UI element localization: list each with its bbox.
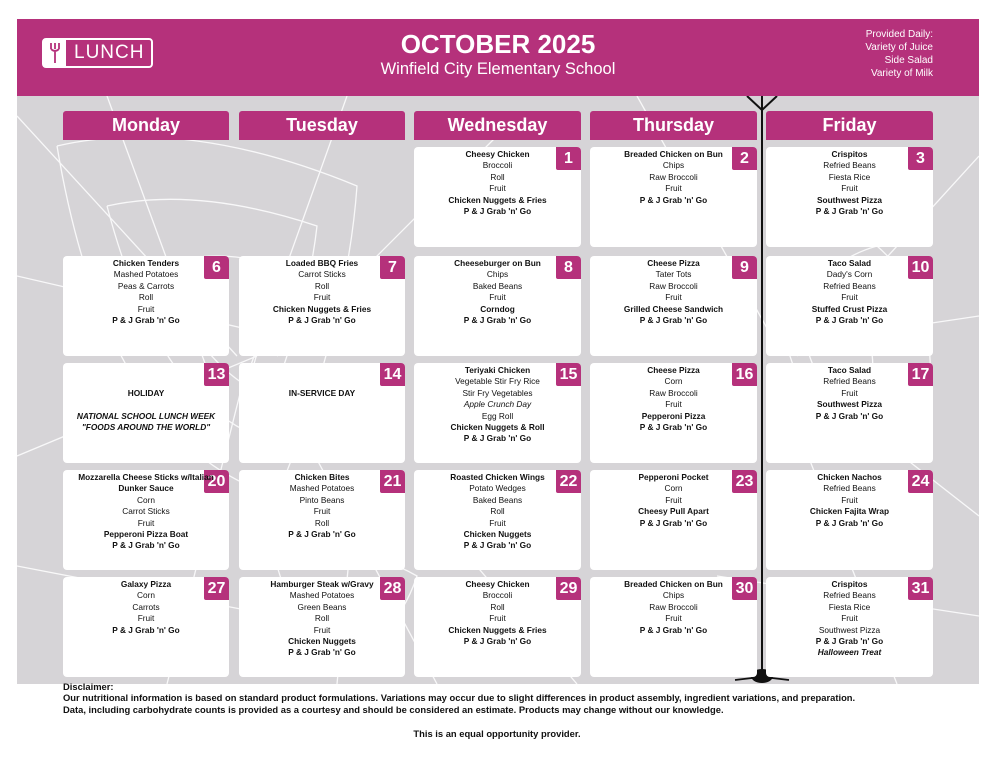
menu-item: P & J Grab 'n' Go — [463, 315, 532, 326]
page-title: OCTOBER 2025 — [400, 29, 596, 59]
menu-items — [590, 258, 757, 326]
day-cell-wednesday — [414, 577, 581, 677]
menu-item: Mashed Potatoes — [113, 269, 179, 280]
menu-item: Roll — [314, 613, 330, 624]
menu-item: NATIONAL SCHOOL LUNCH WEEK — [76, 410, 216, 421]
menu-items — [590, 149, 757, 206]
menu-item: Broccoli — [482, 590, 513, 601]
menu-items — [63, 258, 229, 326]
menu-items — [239, 365, 405, 399]
day-header-friday: Friday — [766, 111, 933, 140]
day-number: 2 — [732, 147, 757, 170]
menu-item: P & J Grab 'n' Go — [288, 647, 356, 658]
day-number: 24 — [908, 470, 933, 493]
menu-item: IN-SERVICE DAY — [288, 387, 356, 398]
menu-items — [239, 579, 405, 659]
day-cell-monday — [63, 577, 229, 677]
menu-item: Raw Broccoli — [649, 280, 698, 291]
menu-item: Southwest Pizza — [816, 399, 882, 410]
menu-item: Crispitos — [831, 149, 868, 159]
day-number: 23 — [732, 470, 757, 493]
menu-item — [239, 376, 405, 387]
menu-items — [590, 579, 757, 636]
menu-item: "FOODS AROUND THE WORLD" — [81, 422, 211, 433]
menu-item: Pepperoni Pizza — [641, 410, 706, 421]
menu-item: Cheesy Pull Apart — [638, 506, 709, 517]
day-cell-thursday — [590, 577, 757, 677]
day-cell-tuesday — [239, 577, 405, 677]
provided-daily — [865, 28, 933, 80]
menu-item: Roll — [314, 280, 330, 291]
menu-items — [766, 365, 933, 422]
menu-item: Dady's Corn — [826, 269, 873, 280]
menu-item: Fiesta Rice — [828, 601, 871, 612]
day-cell-thursday — [590, 470, 757, 570]
menu-item: P & J Grab 'n' Go — [815, 636, 884, 647]
day-number: 9 — [732, 256, 757, 279]
menu-item: P & J Grab 'n' Go — [815, 315, 884, 326]
menu-items — [590, 365, 757, 433]
menu-item — [63, 376, 229, 387]
menu-item: Chicken Nuggets & Fries — [272, 303, 372, 314]
menu-item: Fruit — [665, 494, 682, 505]
menu-item: Apple Crunch Day — [463, 399, 532, 410]
day-number: 8 — [556, 256, 581, 279]
menu-item: P & J Grab 'n' Go — [463, 433, 532, 444]
menu-item: Southwest Pizza — [816, 194, 882, 205]
menu-item: Refried Beans — [823, 160, 876, 171]
menu-item: HOLIDAY — [127, 387, 165, 398]
menu-item: Chicken Nuggets & Fries — [448, 194, 547, 205]
menu-item: Cheesy Chicken — [465, 579, 530, 589]
menu-item: Chicken Nuggets — [463, 529, 532, 540]
day-cell-monday — [63, 256, 229, 356]
provided-item: Variety of Milk — [870, 68, 933, 79]
menu-item: Chips — [486, 269, 509, 280]
menu-item: Fruit — [137, 613, 155, 624]
day-cell-tuesday — [239, 470, 405, 570]
menu-item: Corn — [137, 494, 155, 505]
header-banner — [17, 19, 979, 96]
day-number: 29 — [556, 577, 581, 600]
menu-item: Raw Broccoli — [649, 387, 698, 398]
menu-item: Baked Beans — [472, 280, 523, 291]
day-number: 7 — [380, 256, 405, 279]
menu-items — [63, 365, 229, 433]
menu-item: Green Beans — [297, 601, 347, 612]
day-number: 15 — [556, 363, 581, 386]
menu-item: P & J Grab 'n' Go — [288, 529, 356, 540]
menu-item: Pepperoni Pocket — [638, 472, 709, 482]
menu-items — [63, 472, 229, 552]
menu-item: Mashed Potatoes — [289, 590, 355, 601]
menu-items — [766, 258, 933, 326]
menu-item: Chicken Nuggets & Roll — [450, 422, 545, 433]
menu-item: P & J Grab 'n' Go — [639, 517, 708, 528]
menu-item: Pinto Beans — [299, 494, 345, 505]
menu-item: Refried Beans — [823, 376, 876, 387]
menu-item: Fruit — [489, 517, 506, 528]
menu-item: Taco Salad — [827, 365, 872, 375]
menu-item: Corn — [664, 376, 683, 387]
menu-item: Fruit — [313, 292, 331, 303]
menu-item: Fruit — [313, 506, 331, 517]
day-number: 31 — [908, 577, 933, 600]
day-cell-tuesday — [239, 256, 405, 356]
day-cell-tuesday — [239, 363, 405, 463]
day-number: 16 — [732, 363, 757, 386]
menu-item: Egg Roll — [481, 410, 514, 421]
menu-item: P & J Grab 'n' Go — [463, 636, 532, 647]
menu-item: Tater Tots — [655, 269, 692, 280]
menu-item: Fruit — [665, 183, 682, 194]
menu-items — [766, 149, 933, 217]
menu-item: P & J Grab 'n' Go — [639, 194, 708, 205]
menu-item: Refried Beans — [823, 483, 876, 494]
menu-item: Mozzarella Cheese Sticks w/Italian — [78, 472, 214, 482]
menu-items — [766, 579, 933, 659]
day-number: 27 — [204, 577, 229, 600]
menu-item: Cheeseburger on Bun — [454, 258, 541, 268]
menu-item: Crispitos — [831, 579, 868, 589]
day-header-thursday: Thursday — [590, 111, 757, 140]
menu-item: P & J Grab 'n' Go — [815, 206, 884, 217]
menu-item: Chicken Fajita Wrap — [809, 506, 890, 517]
day-cell-wednesday — [414, 147, 581, 247]
menu-items — [414, 258, 581, 326]
menu-item: Fruit — [665, 399, 682, 410]
menu-item: Refried Beans — [823, 590, 876, 601]
menu-item: P & J Grab 'n' Go — [815, 517, 884, 528]
menu-item: Carrot Sticks — [122, 506, 170, 517]
menu-items — [239, 472, 405, 540]
menu-item — [239, 365, 405, 376]
menu-item: P & J Grab 'n' Go — [112, 624, 180, 635]
menu-item: Fruit — [841, 183, 858, 194]
day-number: 3 — [908, 147, 933, 170]
menu-item: Fruit — [489, 183, 506, 194]
day-cell-monday — [63, 470, 229, 570]
menu-item: Fruit — [841, 292, 858, 303]
menu-item: Cheesy Chicken — [465, 149, 530, 159]
day-number: 28 — [380, 577, 405, 600]
menu-item: P & J Grab 'n' Go — [463, 540, 532, 551]
day-number: 17 — [908, 363, 933, 386]
day-cell-friday — [766, 147, 933, 247]
menu-item: Taco Salad — [827, 258, 872, 268]
day-number: 13 — [204, 363, 229, 386]
menu-item — [63, 365, 229, 376]
menu-item: Roasted Chicken Wings — [450, 472, 545, 482]
menu-item: P & J Grab 'n' Go — [112, 540, 180, 551]
day-number: 22 — [556, 470, 581, 493]
menu-item: Roll — [490, 171, 505, 182]
menu-items — [414, 149, 581, 217]
menu-item: Stuffed Crust Pizza — [811, 303, 888, 314]
menu-item: Pepperoni Pizza Boat — [103, 529, 189, 540]
day-cell-wednesday — [414, 363, 581, 463]
menu-item: Carrots — [132, 601, 160, 612]
menu-item: Chips — [662, 590, 685, 601]
menu-item: Fruit — [489, 292, 506, 303]
menu-items — [63, 579, 229, 636]
day-header-monday: Monday — [63, 111, 229, 140]
menu-items — [239, 258, 405, 326]
menu-item: Fruit — [665, 613, 682, 624]
menu-item: P & J Grab 'n' Go — [639, 422, 708, 433]
menu-item: Roll — [138, 292, 154, 303]
menu-item: Chicken Tenders — [112, 258, 180, 268]
day-cell-friday — [766, 470, 933, 570]
day-number: 21 — [380, 470, 405, 493]
menu-item: Corndog — [480, 303, 515, 314]
menu-item: Raw Broccoli — [649, 171, 698, 182]
day-header-wednesday: Wednesday — [414, 111, 581, 140]
menu-item: Mashed Potatoes — [289, 483, 355, 494]
menu-item: Peas & Carrots — [117, 280, 175, 291]
menu-item: Fruit — [137, 303, 155, 314]
menu-item: Hamburger Steak w/Gravy — [270, 579, 374, 589]
menu-item: Potato Wedges — [469, 483, 526, 494]
day-number: 10 — [908, 256, 933, 279]
menu-item: Chicken Nachos — [817, 472, 882, 482]
day-cell-friday — [766, 363, 933, 463]
disclaimer-text: Our nutritional information is based on standard product formulations. Variations may occur due to slight differences in product assembly, ingredient variations, and preparation. — [63, 692, 856, 704]
school-name: Winfield City Elementary School — [380, 60, 616, 78]
menu-items — [590, 472, 757, 529]
menu-item: Cheese Pizza — [647, 258, 700, 268]
menu-item: Fruit — [137, 517, 155, 528]
menu-items — [414, 472, 581, 552]
menu-item: P & J Grab 'n' Go — [815, 410, 884, 421]
menu-item: Loaded BBQ Fries — [285, 258, 359, 268]
menu-item: Teriyaki Chicken — [464, 365, 531, 375]
day-number: 30 — [732, 577, 757, 600]
menu-item: Fruit — [489, 613, 506, 624]
day-cell-friday — [766, 577, 933, 677]
disclaimer-heading: Disclaimer: — [63, 681, 114, 692]
menu-item: P & J Grab 'n' Go — [288, 315, 356, 326]
menu-item: Chicken Bites — [294, 472, 350, 482]
day-number: 6 — [204, 256, 229, 279]
equal-opportunity-note: This is an equal opportunity provider. — [413, 728, 581, 739]
menu-item: Galaxy Pizza — [120, 579, 172, 589]
menu-item: Halloween Treat — [817, 647, 882, 658]
day-cell-thursday — [590, 363, 757, 463]
day-cell-wednesday — [414, 470, 581, 570]
menu-item: Breaded Chicken on Bun — [624, 149, 723, 159]
day-number: 20 — [204, 470, 229, 493]
provided-item: Variety of Juice — [865, 42, 933, 53]
provided-item: Side Salad — [884, 55, 933, 66]
menu-item: Fruit — [841, 494, 858, 505]
day-cell-wednesday — [414, 256, 581, 356]
menu-item: Raw Broccoli — [649, 601, 698, 612]
menu-item: Fruit — [841, 387, 858, 398]
menu-item: Chips — [662, 160, 685, 171]
menu-item: Roll — [314, 517, 330, 528]
menu-item: Grilled Cheese Sandwich — [623, 303, 724, 314]
disclaimer — [63, 681, 963, 715]
menu-item: Southwest Pizza — [818, 624, 881, 635]
logo-text: LUNCH — [74, 42, 145, 63]
day-cell-thursday — [590, 147, 757, 247]
menu-item: Corn — [137, 590, 155, 601]
menu-items — [414, 365, 581, 445]
menu-item: Chicken Nuggets & Fries — [448, 624, 547, 635]
menu-item: P & J Grab 'n' Go — [112, 315, 180, 326]
menu-item: P & J Grab 'n' Go — [639, 315, 708, 326]
menu-item: Baked Beans — [472, 494, 523, 505]
menu-item: Roll — [490, 601, 505, 612]
disclaimer-text: Data, including carbohydrate counts is provided as a courtesy and should be considered an estimate. Products may change without our knowledge. — [63, 703, 724, 715]
day-number: 1 — [556, 147, 581, 170]
menu-item: Breaded Chicken on Bun — [624, 579, 723, 589]
menu-item: P & J Grab 'n' Go — [639, 624, 708, 635]
provided-daily-heading: Provided Daily: — [865, 29, 933, 40]
menu-item: P & J Grab 'n' Go — [463, 206, 532, 217]
menu-item: Roll — [490, 506, 505, 517]
menu-item: Cheese Pizza — [647, 365, 700, 375]
menu-item: Chicken Nuggets — [288, 636, 356, 647]
day-cell-friday — [766, 256, 933, 356]
day-cell-monday — [63, 363, 229, 463]
menu-item — [63, 399, 229, 410]
menu-item: Refried Beans — [823, 280, 876, 291]
menu-item: Vegetable Stir Fry Rice — [455, 376, 540, 387]
menu-item: Fruit — [841, 613, 858, 624]
menu-item: Dunker Sauce — [118, 483, 174, 494]
menu-item: Corn — [664, 483, 683, 494]
menu-item: Fruit — [313, 624, 331, 635]
menu-item: Stir Fry Vegetables — [462, 387, 533, 398]
menu-item: Fiesta Rice — [828, 171, 871, 182]
menu-item: Fruit — [665, 292, 682, 303]
day-cell-thursday — [590, 256, 757, 356]
menu-items — [414, 579, 581, 647]
day-number: 14 — [380, 363, 405, 386]
menu-items — [766, 472, 933, 529]
menu-item: Carrot Sticks — [298, 269, 346, 280]
day-header-tuesday: Tuesday — [239, 111, 405, 140]
menu-item: Broccoli — [482, 160, 513, 171]
